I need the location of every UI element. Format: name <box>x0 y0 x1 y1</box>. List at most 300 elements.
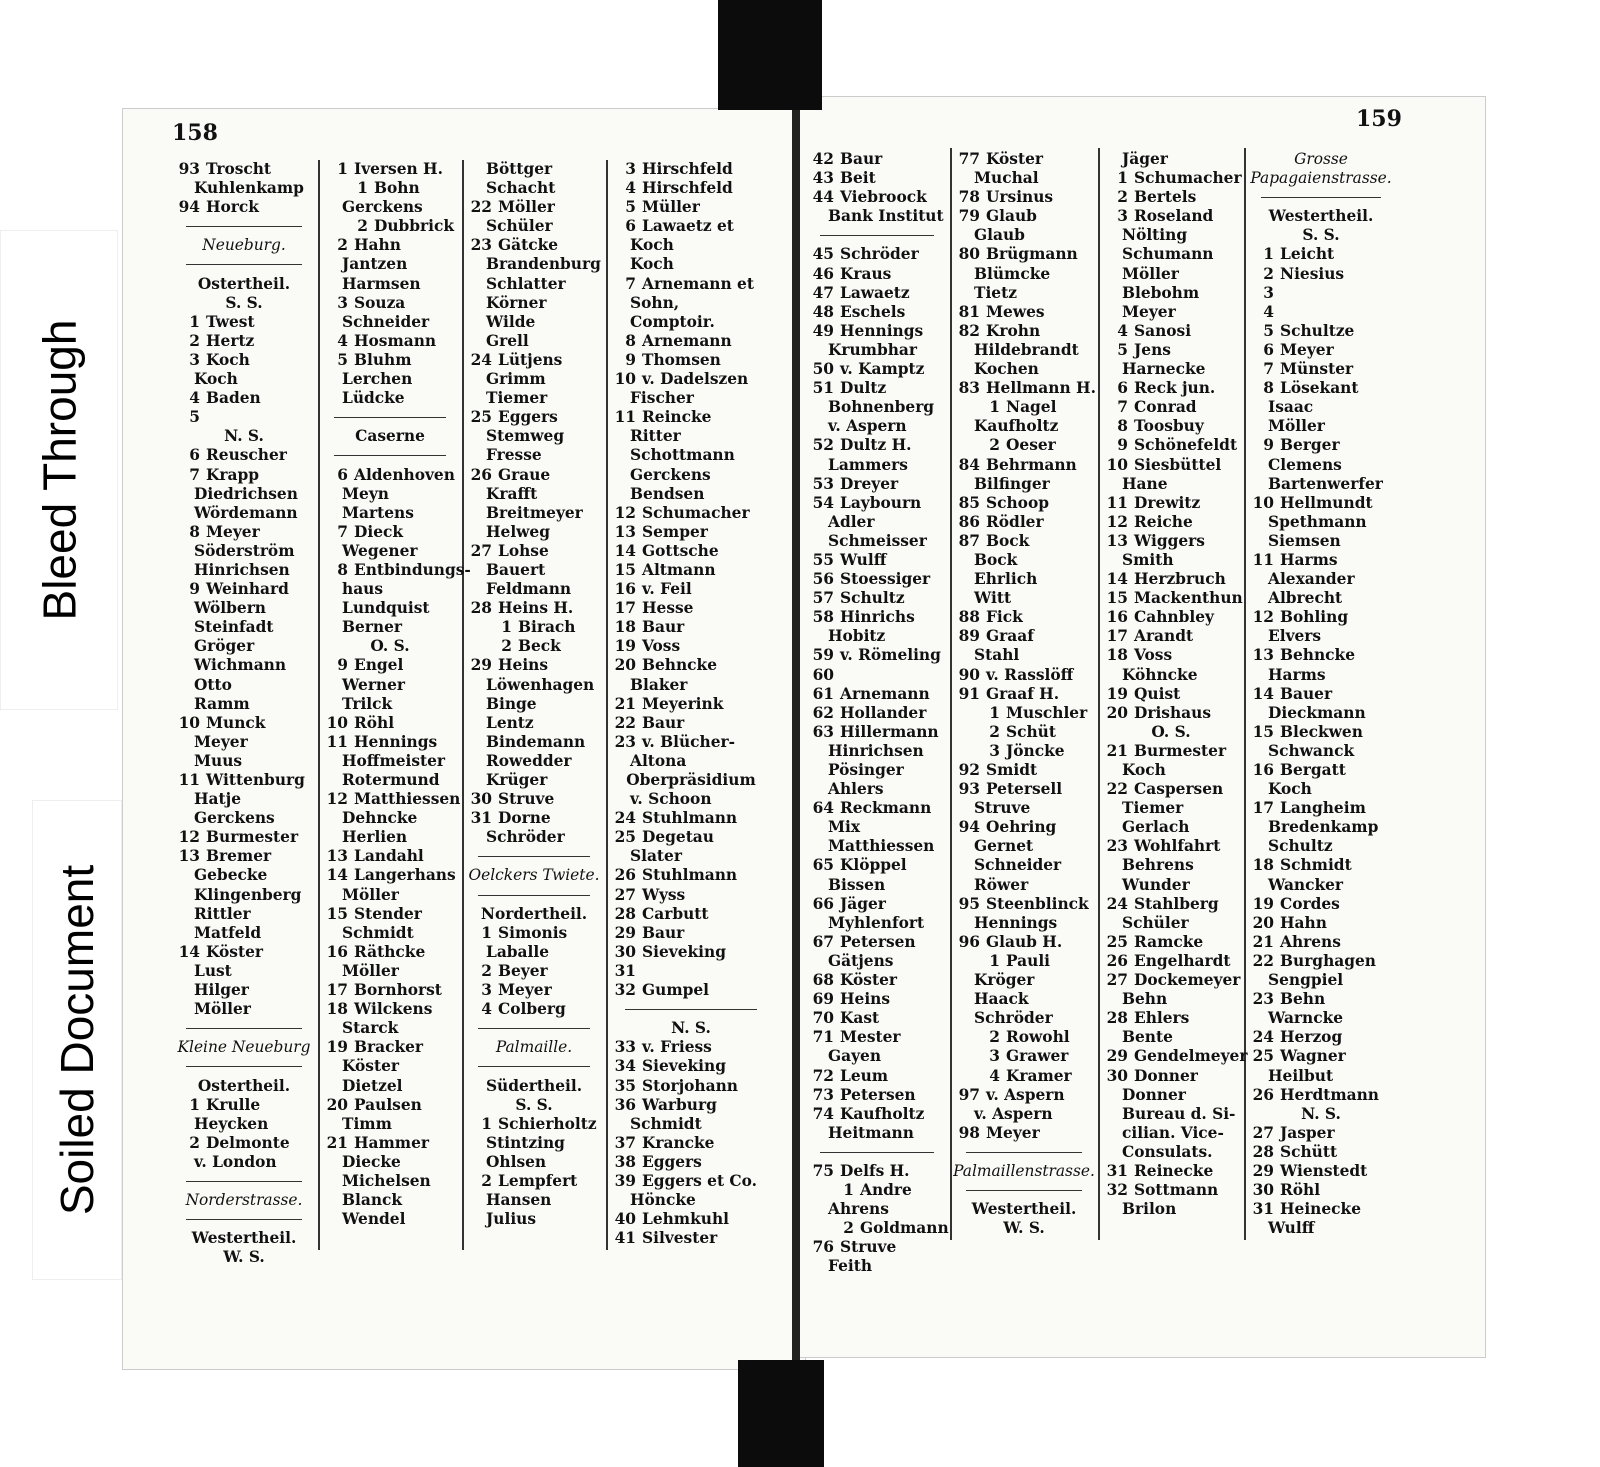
resident-name: Behn <box>1122 990 1168 1009</box>
resident-name: Müller <box>642 198 700 217</box>
resident-name: Schneider <box>974 856 1062 875</box>
resident-entry <box>172 542 316 561</box>
house-entry <box>172 466 316 485</box>
house-number: 40 <box>614 1210 636 1229</box>
resident-entry <box>172 924 316 943</box>
resident-name: Baur <box>642 923 685 942</box>
house-entry <box>320 160 460 179</box>
resident-name: Tiemer <box>1122 799 1184 818</box>
house-entry <box>1100 188 1242 207</box>
resident-entry <box>464 1153 604 1172</box>
resident-name: Möller <box>1122 264 1179 283</box>
resident-name: Löwenhagen <box>486 675 595 694</box>
house-subnumber: 4 <box>989 1066 1000 1085</box>
house-number: 42 <box>812 150 834 168</box>
resident-name: Feldmann <box>486 580 572 599</box>
resident-name: Fischer <box>630 389 694 408</box>
house-entry <box>464 962 604 981</box>
resident-name: Storjohann <box>642 1076 738 1095</box>
house-entry <box>806 895 948 914</box>
resident-entry <box>806 818 948 837</box>
house-number: 19 <box>326 1038 348 1057</box>
resident-entry <box>320 1057 460 1076</box>
resident-name: Stender <box>354 904 422 923</box>
resident-name: Warburg <box>642 1095 717 1114</box>
resident-name: Beck <box>518 637 561 656</box>
resident-name: Bartenwerfer <box>1268 474 1383 493</box>
resident-name: Schlatter <box>486 274 566 293</box>
house-number: 2 <box>1117 188 1128 207</box>
resident-name: Sohn, <box>630 293 680 312</box>
resident-name: Hilger <box>194 981 249 1000</box>
resident-entry <box>320 313 460 332</box>
house-entry <box>608 504 774 523</box>
house-number: 88 <box>958 608 980 627</box>
resident-entry <box>952 646 1096 665</box>
house-entry <box>608 618 774 637</box>
house-number: 28 <box>614 904 636 923</box>
house-entry <box>608 580 774 599</box>
house-number: 30 <box>1252 1181 1274 1200</box>
resident-name: Röwer <box>974 875 1029 894</box>
house-number: 19 <box>1106 684 1128 703</box>
house-entry <box>1246 436 1396 455</box>
house-entry <box>806 169 948 188</box>
house-entry <box>806 608 948 627</box>
house-subnumber: 2 <box>357 217 368 236</box>
house-entry <box>608 275 774 294</box>
house-entry <box>806 933 948 952</box>
resident-entry <box>952 914 1096 933</box>
house-entry <box>608 1096 774 1115</box>
street-side-heading <box>1246 226 1396 245</box>
resident-name: Schönefeldt <box>1134 436 1238 455</box>
resident-name: Wunder <box>1122 875 1190 894</box>
house-number: 13 <box>1106 531 1128 550</box>
street-heading <box>952 1162 1096 1181</box>
resident-name: Reuscher <box>206 446 287 465</box>
resident-entry <box>320 809 460 828</box>
house-number: 12 <box>614 503 636 522</box>
resident-name: Hosmann <box>354 331 437 350</box>
street-name: Oelckers Twiete. <box>468 866 600 885</box>
house-subnumber: 2 <box>843 1219 854 1238</box>
resident-name: Delmonte <box>206 1133 290 1152</box>
house-entry <box>1246 1047 1396 1066</box>
resident-name: Lentz <box>486 713 534 732</box>
resident-name: Langerhans <box>354 866 456 885</box>
resident-entry <box>320 485 460 504</box>
resident-name: Brilon <box>1122 1200 1177 1219</box>
house-number: 89 <box>958 627 980 646</box>
street-name: Palmaillenstrasse. <box>953 1161 1095 1180</box>
resident-entry <box>320 618 460 637</box>
resident-name: Harmsen <box>342 274 421 293</box>
resident-name: Möller <box>342 885 399 904</box>
resident-name: Stahlberg <box>1134 894 1219 913</box>
resident-entry <box>464 771 604 790</box>
resident-name: Wulff <box>840 550 887 569</box>
district-heading <box>608 771 774 790</box>
resident-entry <box>952 341 1096 360</box>
resident-name: v. Schoon <box>630 790 712 809</box>
resident-entry <box>952 723 1096 742</box>
resident-entry <box>464 370 604 389</box>
resident-name: Jasper <box>1280 1123 1335 1142</box>
house-number: 90 <box>958 665 980 684</box>
house-entry <box>806 799 948 818</box>
resident-entry <box>952 417 1096 436</box>
resident-name: Rotermund <box>342 771 440 789</box>
house-number: 29 <box>1106 1047 1128 1066</box>
resident-name: Schultze <box>1280 321 1355 340</box>
resident-name: Meyerink <box>642 694 724 713</box>
house-number: 98 <box>958 1123 980 1142</box>
resident-entry <box>320 924 460 943</box>
soiled-document-label <box>32 800 122 1280</box>
house-entry <box>608 1134 774 1153</box>
house-entry <box>608 523 774 542</box>
house-subnumber: 1 <box>843 1181 854 1200</box>
resident-name: haus <box>342 580 384 599</box>
resident-entry <box>1246 475 1396 494</box>
resident-name: Steenblinck <box>986 894 1089 913</box>
resident-name: Kuhlenkamp <box>194 179 304 198</box>
resident-name: Eggers <box>498 408 558 427</box>
house-number: 32 <box>1106 1181 1128 1200</box>
resident-name: Heinecke <box>1280 1200 1361 1219</box>
house-entry <box>952 933 1096 952</box>
house-entry <box>320 1038 460 1057</box>
house-number: 6 <box>337 465 348 484</box>
house-entry <box>1100 570 1242 589</box>
house-entry <box>608 981 774 1000</box>
resident-entry <box>464 427 604 446</box>
resident-name: Struve <box>974 799 1031 818</box>
resident-entry <box>464 160 604 179</box>
resident-name: Stemweg <box>486 427 565 446</box>
house-entry <box>806 1105 948 1124</box>
street-side-heading <box>952 1219 1096 1238</box>
resident-entry <box>1246 627 1396 646</box>
resident-entry <box>608 427 774 446</box>
resident-entry <box>952 856 1096 875</box>
resident-entry <box>1246 570 1396 589</box>
resident-name: Köster <box>840 971 897 990</box>
resident-entry <box>952 551 1096 570</box>
resident-name: Rödler <box>986 512 1044 531</box>
resident-name: Dreyer <box>840 474 899 493</box>
resident-entry <box>464 313 604 332</box>
resident-name: Jäger <box>1122 150 1168 168</box>
resident-entry <box>1246 971 1396 990</box>
resident-name: Siesbüttel <box>1134 455 1222 474</box>
house-entry <box>806 1238 948 1257</box>
house-number: 44 <box>812 188 834 207</box>
resident-entry <box>172 905 316 924</box>
resident-entry <box>464 217 604 236</box>
street-side-heading <box>608 1019 774 1038</box>
resident-name: Koch <box>206 350 250 369</box>
resident-entry <box>464 714 604 733</box>
resident-name: Köster <box>206 942 263 961</box>
resident-entry <box>464 523 604 542</box>
resident-name: Jöncke <box>1006 741 1065 760</box>
house-number: 17 <box>1106 627 1128 646</box>
resident-name: Cahnbley <box>1134 608 1214 627</box>
resident-name: Donner <box>1122 1085 1186 1104</box>
resident-name: Röhl <box>354 713 395 732</box>
resident-entry <box>806 417 948 436</box>
house-number: 29 <box>614 923 636 942</box>
house-entry <box>464 1000 604 1019</box>
section-rule <box>320 446 460 465</box>
house-entry <box>806 150 948 169</box>
resident-name: Rowohl <box>1006 1028 1070 1047</box>
resident-name: Glaub H. <box>986 932 1063 951</box>
house-entry <box>464 1115 604 1134</box>
resident-name: Reiche <box>1134 512 1193 531</box>
resident-name: Glaub <box>974 226 1025 245</box>
resident-name: Caspersen <box>1134 780 1224 799</box>
resident-entry <box>1100 551 1242 570</box>
resident-name: Bluhm <box>354 350 412 369</box>
district-name: Westertheil. <box>191 1229 297 1248</box>
resident-entry <box>320 676 460 695</box>
resident-entry <box>952 589 1096 608</box>
resident-entry <box>172 981 316 1000</box>
house-number: 53 <box>812 474 834 493</box>
resident-name: Gayen <box>828 1047 882 1066</box>
house-entry <box>1246 551 1396 570</box>
house-number: 11 <box>326 732 348 751</box>
street-heading <box>1246 150 1396 169</box>
resident-name: Heilbut <box>1268 1066 1334 1085</box>
resident-name: Wienstedt <box>1280 1161 1368 1180</box>
house-entry <box>1100 322 1242 341</box>
resident-entry <box>608 676 774 695</box>
house-number: 24 <box>614 809 636 828</box>
resident-entry <box>464 1210 604 1229</box>
resident-name: Leum <box>840 1066 889 1085</box>
resident-name: Martens <box>342 503 414 522</box>
house-number: 20 <box>1252 913 1274 932</box>
resident-entry <box>172 962 316 981</box>
resident-name: Myhlenfort <box>828 913 925 932</box>
house-entry <box>1100 1009 1242 1028</box>
house-number: 14 <box>614 541 636 560</box>
resident-entry <box>1100 245 1242 264</box>
house-number: 1 <box>189 1095 200 1114</box>
street-side: O. S. <box>370 637 410 656</box>
house-entry <box>806 322 948 341</box>
resident-entry <box>952 169 1096 188</box>
resident-name: v. Feil <box>642 580 692 599</box>
right-page-number: 159 <box>1356 106 1402 132</box>
house-number: 12 <box>326 790 348 809</box>
house-entry <box>1100 952 1242 971</box>
resident-name: Petersen <box>840 932 916 951</box>
house-number: 12 <box>1106 512 1128 531</box>
resident-entry <box>1246 818 1396 837</box>
house-number: 76 <box>812 1238 834 1257</box>
house-number: 21 <box>614 694 636 713</box>
resident-name: Hollander <box>840 703 927 722</box>
resident-entry <box>172 656 316 675</box>
resident-name: Siemsen <box>1268 531 1341 550</box>
resident-name: Ramm <box>194 694 250 713</box>
resident-name: Dultz <box>840 379 887 398</box>
resident-name: Mewes <box>986 302 1045 321</box>
resident-name: Schumacher <box>1134 169 1242 188</box>
resident-name: Bertels <box>1134 188 1197 207</box>
house-entry <box>952 188 1096 207</box>
resident-entry <box>1100 1143 1242 1162</box>
resident-name: Lütjens <box>498 350 563 369</box>
resident-entry <box>1246 417 1396 436</box>
house-number: 10 <box>178 713 200 732</box>
resident-name: Grimm <box>486 370 546 389</box>
resident-name: Wilckens <box>354 1000 433 1019</box>
resident-entry <box>806 742 948 761</box>
house-entry <box>952 666 1096 685</box>
house-number: 78 <box>958 188 980 207</box>
resident-name: Wendel <box>342 1210 406 1229</box>
resident-entry <box>320 828 460 847</box>
house-number: 14 <box>326 866 348 885</box>
resident-name: Bock <box>986 531 1030 550</box>
house-entry <box>320 905 460 924</box>
house-entry <box>464 236 604 255</box>
directory-column <box>608 160 774 1248</box>
house-number: 18 <box>1252 856 1274 875</box>
resident-name: Eschels <box>840 302 906 321</box>
house-entry <box>608 809 774 828</box>
soiled-document-text: Soiled Document <box>51 864 103 1216</box>
house-number: 79 <box>958 207 980 226</box>
house-number: 86 <box>958 512 980 531</box>
resident-name: Schneider <box>342 312 430 331</box>
house-entry <box>464 1172 604 1191</box>
resident-name: Alexander <box>1268 570 1355 589</box>
resident-name: Struve <box>840 1238 897 1257</box>
house-entry <box>1246 1143 1396 1162</box>
house-number: 92 <box>958 761 980 779</box>
resident-name: Hahn <box>1280 913 1327 932</box>
resident-name: Semper <box>642 522 708 541</box>
resident-name: Bohn <box>374 179 420 198</box>
house-entry <box>172 408 316 427</box>
resident-name: Wiggers <box>1134 531 1205 550</box>
house-entry <box>1100 933 1242 952</box>
house-number: 35 <box>614 1076 636 1095</box>
resident-name: Ahlers <box>828 780 884 799</box>
resident-name: Binge <box>486 694 537 713</box>
resident-entry <box>1100 360 1242 379</box>
resident-name: Voss <box>642 637 681 656</box>
resident-name: Smith <box>1122 550 1174 569</box>
house-entry <box>608 1153 774 1172</box>
street-name: Grosse <box>1294 150 1348 168</box>
resident-name: Sottmann <box>1134 1181 1219 1200</box>
house-number: 13 <box>326 847 348 866</box>
house-number: 6 <box>1117 379 1128 398</box>
resident-name: Hellmann H. <box>986 379 1096 398</box>
resident-name: Tiemer <box>486 389 548 408</box>
resident-name: Schwanck <box>1268 741 1355 760</box>
house-number: 39 <box>614 1171 636 1190</box>
house-number: 26 <box>1252 1085 1274 1104</box>
resident-name: Hellmundt <box>1280 493 1373 512</box>
resident-name: Hinrichsen <box>194 560 290 579</box>
resident-name: Hillermann <box>840 722 939 741</box>
resident-entry <box>608 790 774 809</box>
resident-name: Gendelmeyer <box>1134 1047 1248 1066</box>
resident-entry <box>952 475 1096 494</box>
resident-name: Elvers <box>1268 627 1322 646</box>
house-number: 9 <box>337 656 348 675</box>
house-entry <box>806 245 948 264</box>
resident-name: Lust <box>194 961 232 980</box>
resident-entry <box>172 504 316 523</box>
resident-name: Schottmann <box>630 446 735 465</box>
resident-name: Bilfinger <box>974 474 1050 493</box>
district-name: Caserne <box>355 427 425 446</box>
house-number: 27 <box>470 541 492 560</box>
resident-name: Herzog <box>1280 1028 1343 1047</box>
resident-name: Schmeisser <box>828 531 927 550</box>
house-subnumber: 2 <box>989 722 1000 741</box>
house-entry <box>320 866 460 885</box>
resident-entry <box>952 398 1096 417</box>
resident-entry <box>320 179 460 198</box>
section-rule <box>320 408 460 427</box>
house-number: 4 <box>625 179 636 198</box>
resident-name: Drewitz <box>1134 493 1201 512</box>
resident-name: Bissen <box>828 875 886 894</box>
street-heading <box>172 236 316 255</box>
resident-entry <box>464 618 604 637</box>
resident-name: Möller <box>342 961 399 980</box>
resident-name: Viebroock <box>840 188 927 207</box>
resident-name: Hahn <box>354 236 401 255</box>
house-subnumber: 1 <box>501 618 512 637</box>
house-entry <box>952 818 1096 837</box>
house-number: 3 <box>625 160 636 178</box>
house-number: 46 <box>812 264 834 283</box>
house-number: 91 <box>958 684 980 703</box>
house-subnumber: 1 <box>989 703 1000 722</box>
resident-name: Matfeld <box>194 923 262 942</box>
district-name: Oberpräsidium <box>626 771 756 789</box>
resident-name: Thomsen <box>642 350 721 369</box>
resident-name: Ehlers <box>1134 1009 1190 1028</box>
resident-entry <box>320 389 460 408</box>
resident-name: Koch <box>630 255 674 274</box>
house-entry <box>320 1000 460 1019</box>
resident-name: Julius <box>486 1210 537 1229</box>
resident-name: Breitmeyer <box>486 503 583 522</box>
resident-name: Consulats. <box>1122 1142 1213 1161</box>
resident-entry <box>464 504 604 523</box>
section-rule <box>464 1057 604 1076</box>
resident-entry <box>464 733 604 752</box>
resident-entry <box>952 1067 1096 1086</box>
resident-name: Behrens <box>1122 856 1194 875</box>
house-entry <box>608 733 774 752</box>
resident-entry <box>172 676 316 695</box>
house-number: 75 <box>812 1161 834 1180</box>
